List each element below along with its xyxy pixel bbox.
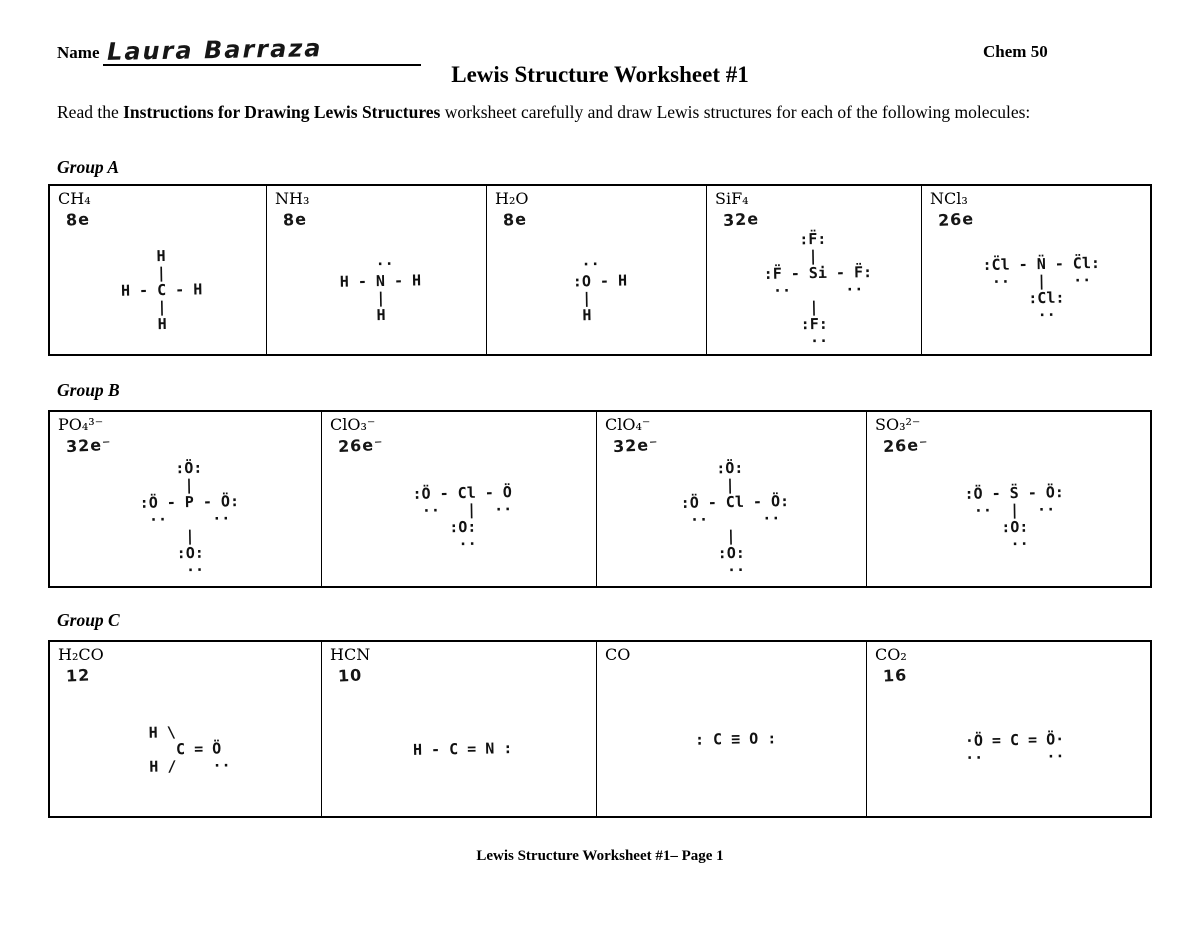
- lewis-structure-drawing: : C ≡ O :: [694, 729, 777, 749]
- structure-area: [875, 685, 1154, 813]
- lewis-structure-drawing: :Ö: | :Ö - P - Ö: ·· ·· | :O: ··: [138, 458, 240, 580]
- electron-count-handwritten: 12: [65, 665, 91, 686]
- lewis-structure-drawing: :F̈: | :F̈ - Si - F̈: ·· ·· | :F: ··: [762, 229, 873, 351]
- structure-area: [930, 229, 1154, 351]
- page-footer: Lewis Structure Worksheet #1– Page 1: [476, 848, 724, 864]
- structure-area: [495, 229, 706, 351]
- formula-label: NH₃: [275, 189, 310, 208]
- cell-co: [597, 642, 867, 816]
- group-c-table: [48, 640, 1152, 818]
- instructions-bold-phrase: Instructions for Drawing Lewis Structures: [123, 102, 441, 122]
- formula-label: CO₂: [875, 645, 907, 664]
- structure-area: [330, 455, 596, 583]
- cell-co2: [867, 642, 1154, 816]
- lewis-structure-drawing: ·· :O - H | H: [572, 255, 628, 325]
- cell-clo4: [597, 412, 867, 586]
- group-c-label: Group C: [57, 610, 120, 630]
- lewis-structure-drawing: ·· H - N - H | H: [339, 254, 422, 325]
- lewis-structure-drawing: H \ C = Ö H / ··: [148, 722, 231, 776]
- group-b-label: Group B: [57, 380, 120, 400]
- page-title: Lewis Structure Worksheet #1: [451, 62, 749, 87]
- cell-ncl3: [922, 186, 1154, 354]
- electron-count-handwritten: 32e: [722, 209, 760, 230]
- lewis-structure-drawing: H - C = N :: [413, 738, 513, 759]
- electron-count-handwritten: 26e⁻: [337, 434, 385, 457]
- group-b-table: [48, 410, 1152, 588]
- lewis-structure-drawing: :Ö - Cl - Ö ·· | ·· :O: ··: [412, 483, 513, 554]
- formula-label: ClO₄⁻: [605, 415, 651, 434]
- cell-hcn: [322, 642, 597, 816]
- name-label: Name: [57, 43, 100, 62]
- electron-count-handwritten: 32e⁻: [612, 434, 660, 457]
- electron-count-handwritten: 16: [882, 665, 908, 686]
- group-a-table: [48, 184, 1152, 356]
- structure-area: [875, 455, 1154, 583]
- lewis-structure-drawing: ·Ö = C = Ö· ·· ··: [964, 730, 1065, 767]
- structure-area: [58, 229, 266, 351]
- formula-label: CH₄: [58, 189, 91, 208]
- lewis-structure-drawing: :Ö - S̈ - Ö: ·· | ·· :O: ··: [964, 483, 1064, 554]
- electron-count-handwritten: 8e: [502, 209, 528, 230]
- handwritten-name: Laura Barraza: [107, 34, 324, 66]
- formula-label: NCl₃: [930, 189, 968, 208]
- structure-area: [330, 685, 596, 813]
- instructions-prefix: Read the: [57, 102, 124, 122]
- group-a-label: Group A: [57, 157, 120, 177]
- lewis-structure-drawing: H | H - C - H | H: [120, 246, 203, 334]
- cell-nh3: [267, 186, 487, 354]
- structure-area: [58, 685, 321, 813]
- cell-ch4: [50, 186, 267, 354]
- electron-count-handwritten: 26e: [937, 209, 975, 230]
- lewis-structure-drawing: :C̈l - N̈ - C̈l: ·· | ·· :Cl: ··: [982, 253, 1101, 326]
- structure-area: [275, 229, 486, 351]
- formula-label: SiF₄: [715, 189, 749, 208]
- cell-so3: [867, 412, 1154, 586]
- formula-label: H₂CO: [58, 645, 104, 664]
- lewis-structure-drawing: :Ö: | :Ö - Cl - Ö: ·· ·· | :O: ··: [680, 458, 790, 580]
- structure-area: [605, 455, 866, 583]
- electron-count-handwritten: 10: [337, 665, 363, 686]
- formula-label: ClO₃⁻: [330, 415, 376, 434]
- structure-area: [715, 229, 921, 351]
- cell-h2o: [487, 186, 707, 354]
- electron-count-handwritten: 32e⁻: [65, 434, 113, 457]
- formula-label: CO: [605, 645, 631, 664]
- cell-sif4: [707, 186, 922, 354]
- formula-label: H₂O: [495, 189, 529, 208]
- structure-area: [58, 455, 321, 583]
- formula-label: SO₃²⁻: [875, 415, 921, 434]
- cell-h2co: [50, 642, 322, 816]
- instructions-paragraph: [57, 101, 1117, 124]
- cell-clo3: [322, 412, 597, 586]
- cell-po4: [50, 412, 322, 586]
- formula-label: PO₄³⁻: [58, 415, 104, 434]
- electron-count-handwritten: 8e: [282, 209, 308, 230]
- instructions-suffix: worksheet carefully and draw Lewis structures for each of the following molecules:: [440, 102, 1031, 122]
- course-label: Chem 50: [983, 42, 1048, 61]
- structure-area: [605, 666, 866, 813]
- electron-count-handwritten: 26e⁻: [882, 434, 930, 457]
- electron-count-handwritten: 8e: [65, 209, 91, 230]
- formula-label: HCN: [330, 645, 371, 664]
